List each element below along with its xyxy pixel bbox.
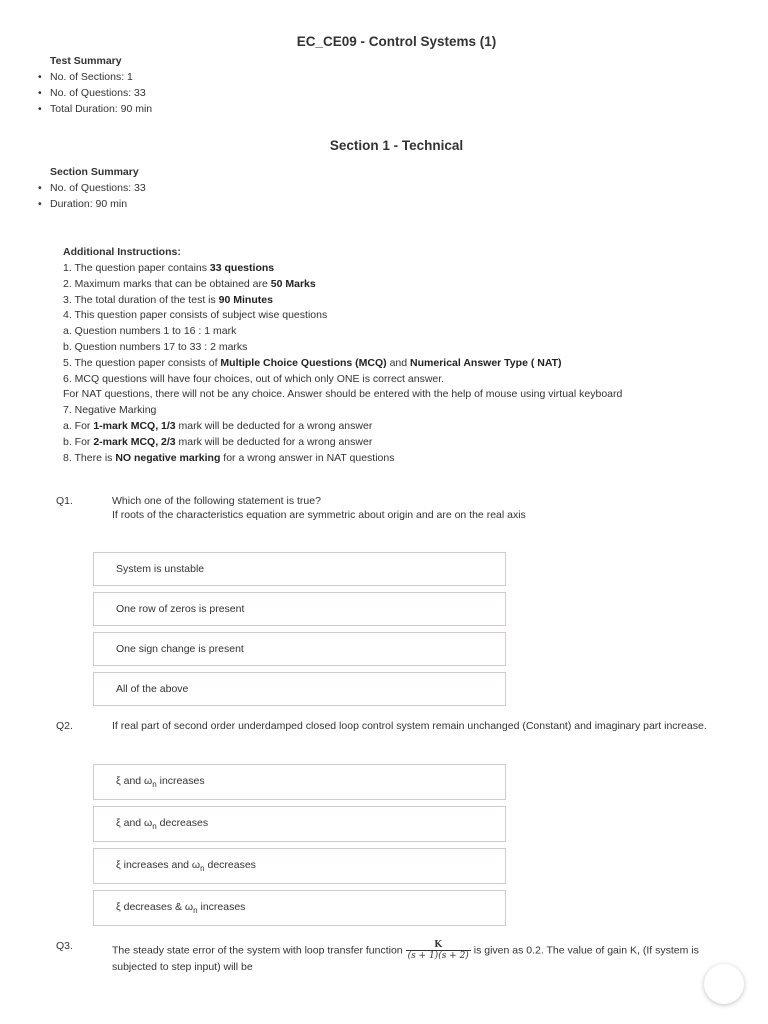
question-line: The steady state error of the system with loop transfer function $\frac{K}{(s + 1)(s + 2)}$ is given as 0.2. The value of gain K, (If system is [112,940,699,961]
test-summary [50,53,152,117]
instruction-line: 3. The total duration of the test is 90 Minutes [63,293,273,306]
instruction-line: For NAT questions, there will not be any choice. Answer should be entered with the help of mouse using virtual keyboard [63,388,623,401]
instruction-line: 4. This question paper consists of subject wise questions [63,309,328,322]
question-line: subjected to step input) will be [112,961,253,973]
list-item: • Total Duration: 90 min [50,101,152,117]
floating-action-button[interactable] [704,964,744,1004]
list-item: • No. of Questions: 33 [50,85,152,101]
instruction-line: a. For 1-mark MCQ, 1/3 mark will be deducted for a wrong answer [63,419,373,432]
answer-option[interactable] [93,632,506,666]
option-label: ξ decreases & $\omega_n$ increases [116,901,246,916]
list-item: • Duration: 90 min [50,196,146,212]
option-label: One sign change is present [116,643,244,655]
answer-option[interactable] [93,552,506,586]
option-label: ξ and $\omega_n$ decreases [116,817,209,832]
option-label: System is unstable [116,563,205,575]
instructions-heading: Additional Instructions: [63,246,181,258]
section-summary-heading: Section Summary [50,166,139,178]
instruction-line: b. Question numbers 17 to 33 : 2 marks [63,340,248,353]
test-summary-heading: Test Summary [50,55,122,67]
instruction-line: b. For 2-mark MCQ, 2/3 mark will be deducted for a wrong answer [63,435,373,448]
option-label: All of the above [116,683,189,695]
additional-instructions [63,244,753,466]
list-item: • No. of Sections: 1 [50,69,152,85]
question-text [112,495,732,522]
option-label: ξ and $\omega_n$ increases [116,775,205,790]
question-number: Q3. [56,940,73,952]
question-line: Which one of the following statement is true? [112,495,321,507]
instruction-line: a. Question numbers 1 to 16 : 1 mark [63,325,237,338]
instruction-line: 7. Negative Marking [63,404,157,417]
answer-option[interactable] [93,848,506,884]
section-title: Section 1 - Technical [329,138,464,153]
question-number: Q1. [56,495,73,507]
question-text: If real part of second order underdamped closed loop control system remain unchanged (Constant) and imaginary part increase. [112,720,707,732]
question-line: If roots of the characteristics equation are symmetric about origin and are on the real axis [112,508,526,521]
answer-option[interactable] [93,764,506,800]
instruction-line: 1. The question paper contains 33 questions [63,262,275,274]
option-label: ξ increases and $\omega_n$ decreases [116,859,256,874]
question-number: Q2. [56,720,73,732]
instruction-line: 8. There is NO negative marking for a wrong answer in NAT questions [63,451,395,464]
instruction-line: 6. MCQ questions will have four choices, out of which only ONE is correct answer. [63,372,445,385]
list-item: • No. of Questions: 33 [50,180,146,196]
section-summary [50,164,146,212]
answer-option[interactable] [93,672,506,706]
instruction-line: 2. Maximum marks that can be obtained are 50 Marks [63,277,316,290]
option-label: One row of zeros is present [116,603,245,615]
page-title: EC_CE09 - Control Systems (1) [296,34,497,49]
answer-option[interactable] [93,890,506,926]
transfer-function: $\frac{K}{(s + 1)(s + 2)}$ [407,940,469,961]
instruction-line: 5. The question paper consists of Multiple Choice Questions (MCQ) and Numerical Answer Type ( NAT) [63,356,562,369]
answer-option[interactable] [93,806,506,842]
answer-option[interactable] [93,592,506,626]
question-text [112,940,722,974]
